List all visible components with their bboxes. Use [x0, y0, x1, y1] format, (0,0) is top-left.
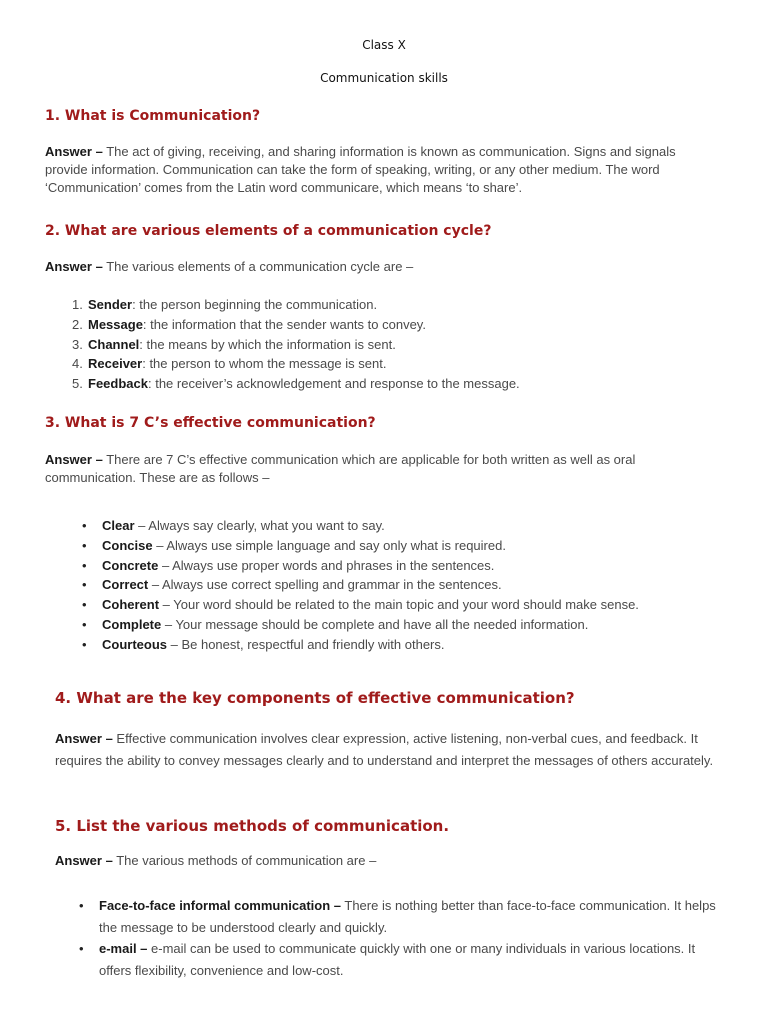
answer-label: Answer –: [45, 259, 103, 274]
answer-text: The various methods of communication are –: [112, 853, 377, 868]
list-item: • Coherent – Your word should be related to the main topic and your word should make sense.: [82, 595, 722, 615]
class-heading: Class X: [362, 38, 406, 52]
seven-cs-list: [82, 516, 722, 655]
question-4-heading: 4. What are the key components of effective communication?: [55, 689, 575, 707]
bullet-icon: •: [82, 636, 87, 652]
question-2-heading: 2. What are various elements of a communication cycle?: [45, 223, 492, 239]
answer-2-paragraph: [45, 258, 715, 276]
list-item: 5. Feedback: the receiver’s acknowledgement and response to the message.: [72, 376, 520, 392]
bullet-icon: •: [82, 597, 87, 613]
question-5-heading: 5. List the various methods of communication.: [55, 817, 450, 835]
list-item: 1. Sender: the person beginning the communication.: [72, 297, 378, 312]
answer-text: Effective communication involves clear expression, active listening, non-verbal cues, and feedback. It requires the ability to convey messages clearly and to understand and interpret the messages of others accurately.: [55, 731, 714, 768]
answer-5-paragraph: [55, 852, 720, 870]
list-item: 4. Receiver: the person to whom the message is sent.: [72, 356, 387, 372]
subject-heading: Communication skills: [320, 71, 448, 85]
answer-3-paragraph: [45, 451, 715, 487]
list-item: • Correct – Always use correct spelling and grammar in the sentences.: [82, 575, 722, 595]
answer-label: Answer –: [55, 853, 113, 868]
methods-list: [79, 895, 719, 981]
answer-text: The various elements of a communication cycle are –: [102, 259, 414, 274]
bullet-icon: •: [82, 557, 87, 573]
answer-text: The act of giving, receiving, and sharing information is known as communication. Signs and signals provide information. Communication can take the form of speaking, writing, or any other medium. The word ‘Communication’ comes from the Latin word communicare, which means ‘to share’.: [45, 144, 676, 195]
answer-text: There are 7 C’s effective communication which are applicable for both written as well as oral communication. These are as follows –: [45, 452, 636, 485]
list-item: • Courteous – Be honest, respectful and friendly with others.: [82, 635, 722, 655]
bullet-icon: •: [82, 518, 87, 533]
question-1-heading: 1. What is Communication?: [45, 108, 261, 124]
list-item: • Complete – Your message should be complete and have all the needed information.: [82, 615, 722, 635]
bullet-icon: •: [82, 616, 87, 632]
list-item: • Clear – Always say clearly, what you want to say.: [82, 516, 722, 536]
answer-label: Answer –: [45, 452, 103, 467]
bullet-icon: •: [79, 898, 84, 913]
bullet-icon: •: [82, 537, 87, 553]
bullet-icon: •: [79, 941, 84, 956]
answer-1-paragraph: [45, 143, 715, 197]
answer-4-paragraph: [55, 728, 720, 771]
list-item: 3. Channel: the means by which the information is sent.: [72, 336, 396, 352]
list-item: • Concise – Always use simple language and say only what is required.: [82, 536, 722, 556]
list-item: • Face-to-face informal communication – There is nothing better than face-to-face communication. It helps the message to be understood clearly and quickly.: [79, 895, 719, 938]
communication-cycle-list: [72, 295, 712, 394]
answer-label: Answer –: [55, 731, 113, 746]
question-3-heading: 3. What is 7 C’s effective communication?: [45, 415, 376, 431]
bullet-icon: •: [82, 577, 87, 593]
list-item: • Concrete – Always use proper words and phrases in the sentences.: [82, 556, 722, 576]
list-item: • e-mail – e-mail can be used to communicate quickly with one or many individuals in various locations. It offers flexibility, convenience and low-cost.: [79, 938, 719, 981]
list-item: 2. Message: the information that the sender wants to convey.: [72, 316, 426, 332]
answer-label: Answer –: [45, 144, 103, 159]
